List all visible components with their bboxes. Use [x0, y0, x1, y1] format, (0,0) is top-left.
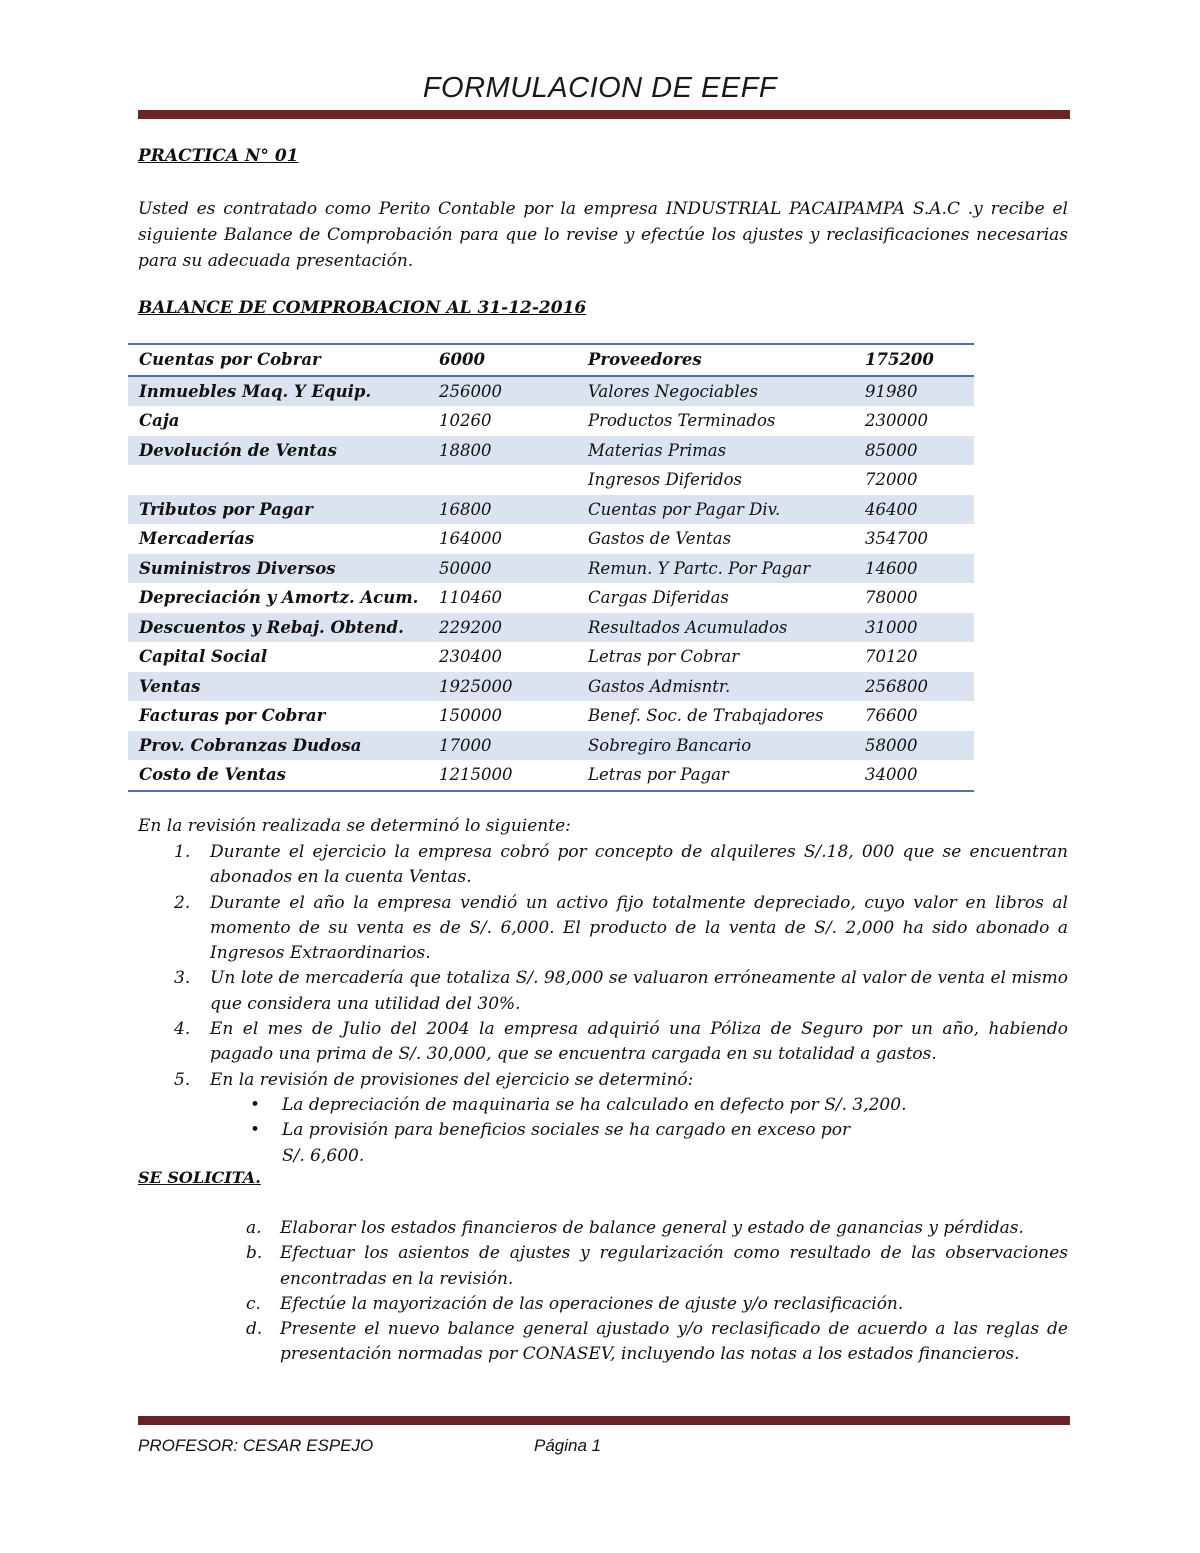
finding-number: 1. — [174, 842, 191, 862]
account-debit-name: Devolución de Ventas — [128, 436, 428, 466]
account-credit-name: Materias Primas — [577, 436, 854, 466]
bullet-text: La provisión para beneficios sociales se ha cargado en exceso por — [282, 1120, 851, 1141]
request-item — [138, 1292, 1068, 1317]
revision-intro: En la revisión realizada se determinó lo siguiente: — [138, 816, 571, 836]
account-debit-name: Facturas por Cobrar — [139, 706, 326, 726]
request-text: Elaborar los estados financieros de balance general y estado de ganancias y pérdidas. — [280, 1218, 1024, 1238]
footer-page-number: Página 1 — [534, 1436, 602, 1455]
balance-row — [128, 613, 974, 643]
account-debit-name: Caja — [139, 411, 180, 431]
account-credit-amount: 34000 — [854, 760, 974, 791]
finding-text: Durante el año la empresa vendió un activo fijo totalmente depreciado, cuyo valor en libros al momento de su venta es de S/. 6,000. El producto de la venta de S/. 2,000 ha sido abonado a Ingresos Extraordinarios. — [210, 892, 1068, 964]
account-credit-name: Sobregiro Bancario — [577, 731, 854, 761]
bullet-text-continued: S/. 6,600. — [282, 1145, 365, 1166]
bullet-icon: • — [250, 1094, 261, 1115]
account-credit-name: Gastos Admisntr. — [577, 672, 854, 702]
account-credit-name: Cargas Diferidas — [588, 588, 729, 608]
finding-text: En la revisión de provisiones del ejercicio se determinó: — [210, 1069, 694, 1090]
account-credit-name: Productos Terminados — [588, 411, 776, 431]
account-credit-amount: 31000 — [854, 613, 974, 643]
request-letter: a. — [246, 1218, 262, 1238]
balance-row — [128, 554, 974, 584]
account-debit-amount: 230400 — [439, 647, 502, 667]
account-debit-name: Mercaderías — [139, 529, 255, 549]
requests-list — [138, 1216, 1068, 1368]
account-debit-amount: 1215000 — [428, 760, 577, 791]
request-letter: c. — [246, 1293, 261, 1314]
account-credit-amount: 72000 — [865, 470, 918, 490]
provision-bullets — [210, 1093, 1068, 1169]
account-debit-amount: 1925000 — [428, 672, 577, 702]
account-debit-amount: 17000 — [428, 731, 577, 761]
bullet-icon: • — [250, 1120, 261, 1141]
balance-row — [128, 672, 974, 702]
account-debit-name — [128, 465, 428, 495]
balance-row — [128, 583, 974, 613]
finding-item — [138, 1068, 1068, 1169]
account-debit-name: Costo de Ventas — [128, 760, 428, 791]
balance-row — [128, 760, 974, 791]
account-credit-name: Valores Negociables — [577, 376, 854, 407]
balance-row — [128, 465, 974, 495]
account-debit-name: Prov. Cobranzas Dudosa — [128, 731, 428, 761]
account-debit-name: Capital Social — [139, 647, 268, 667]
finding-item — [138, 966, 1068, 1017]
finding-number: 2. — [174, 892, 191, 913]
balance-row — [128, 731, 974, 761]
finding-item — [138, 840, 1068, 891]
footer-professor: PROFESOR: CESAR ESPEJO — [138, 1436, 374, 1455]
finding-number: 5. — [174, 1069, 191, 1090]
page-header-title: FORMULACION DE EEFF — [422, 72, 778, 104]
account-credit-amount: 46400 — [854, 495, 974, 525]
account-credit-name: Remun. Y Partc. Por Pagar — [577, 554, 854, 584]
account-credit-amount: 70120 — [865, 647, 918, 667]
account-credit-amount: 14600 — [854, 554, 974, 584]
account-debit-name: Suministros Diversos — [128, 554, 428, 584]
bullet-text: La depreciación de maquinaria se ha calculado en defecto por S/. 3,200. — [282, 1094, 907, 1115]
balance-row — [128, 376, 974, 407]
balance-row — [128, 642, 974, 672]
finding-text: En el mes de Julio del 2004 la empresa adquirió una Póliza de Seguro por un año, habiendo pagado una prima de S/. 30,000, que se encuentra cargada en su totalidad a gastos. — [210, 1019, 1068, 1065]
finding-number: 3. — [174, 968, 191, 989]
account-credit-amount: 85000 — [854, 436, 974, 466]
account-credit-name: Resultados Acumulados — [577, 613, 854, 643]
account-credit-amount: 230000 — [865, 411, 928, 431]
finding-number: 4. — [174, 1019, 191, 1040]
account-credit-amount: 354700 — [865, 529, 928, 549]
account-debit-amount: 110460 — [439, 588, 502, 608]
account-credit-name: Letras por Pagar — [577, 760, 854, 791]
account-debit-amount: 50000 — [428, 554, 577, 584]
balance-table — [128, 343, 974, 792]
balance-row — [128, 701, 974, 731]
account-credit-name: Cuentas por Pagar Div. — [577, 495, 854, 525]
balance-row — [128, 524, 974, 554]
account-debit-name: Cuentas por Cobrar — [128, 344, 428, 376]
account-credit-amount: 175200 — [854, 344, 974, 376]
bullet-item — [210, 1093, 1068, 1118]
account-credit-amount: 91980 — [854, 376, 974, 407]
account-debit-amount: 6000 — [428, 344, 577, 376]
account-debit-amount — [428, 465, 577, 495]
account-debit-amount: 10260 — [439, 411, 492, 431]
finding-item — [138, 891, 1068, 967]
account-debit-amount: 164000 — [439, 529, 502, 549]
account-credit-amount: 58000 — [854, 731, 974, 761]
account-credit-name: Letras por Cobrar — [588, 647, 740, 667]
request-letter: d. — [246, 1319, 263, 1340]
finding-text: Un lote de mercadería que totaliza S/. 98,000 se valuaron erróneamente al valor de venta el mismo que considera una utilidad del 30%. — [210, 968, 1068, 1014]
balance-row — [128, 436, 974, 466]
account-credit-name: Benef. Soc. de Trabajadores — [588, 706, 824, 726]
request-text: Efectúe la mayorización de las operaciones de ajuste y/o reclasificación. — [280, 1293, 904, 1314]
account-credit-name: Ingresos Diferidos — [588, 470, 742, 490]
account-credit-amount: 76600 — [865, 706, 918, 726]
account-debit-name: Descuentos y Rebaj. Obtend. — [128, 613, 428, 643]
account-debit-amount: 150000 — [439, 706, 502, 726]
account-debit-amount: 256000 — [428, 376, 577, 407]
account-credit-name: Proveedores — [577, 344, 854, 376]
request-item — [138, 1241, 1068, 1292]
account-debit-name: Inmuebles Maq. Y Equip. — [128, 376, 428, 407]
balance-row — [128, 495, 974, 525]
finding-text: Durante el ejercicio la empresa cobró por concepto de alquileres S/.18, 000 que se encuentran abonados en la cuenta Ventas. — [210, 842, 1068, 888]
footer-divider — [138, 1416, 1070, 1425]
account-debit-name: Depreciación y Amortz. Acum. — [139, 588, 419, 608]
account-debit-amount: 16800 — [428, 495, 577, 525]
requests-title: SE SOLICITA. — [138, 1168, 261, 1187]
account-debit-amount: 229200 — [428, 613, 577, 643]
balance-header-row — [128, 344, 974, 376]
intro-paragraph: Usted es contratado como Perito Contable por la empresa INDUSTRIAL PACAIPAMPA S.A.C .y recibe el siguiente Balance de Comprobación para que lo revise y efectúe los ajustes y reclasificaciones necesarias para su adecuada presentación. — [138, 199, 1068, 271]
balance-title: BALANCE DE COMPROBACION AL 31-12-2016 — [138, 298, 587, 318]
request-item — [138, 1317, 1068, 1368]
account-credit-amount: 256800 — [854, 672, 974, 702]
header-divider — [138, 110, 1070, 119]
request-letter: b. — [246, 1243, 263, 1264]
finding-item — [138, 1017, 1068, 1068]
practice-title: PRACTICA N° 01 — [138, 146, 299, 166]
account-debit-name: Tributos por Pagar — [128, 495, 428, 525]
bullet-item — [210, 1118, 1068, 1169]
request-text: Efectuar los asientos de ajustes y regularización como resultado de las observaciones encontradas en la revisión. — [280, 1243, 1068, 1289]
account-credit-amount: 78000 — [865, 588, 918, 608]
findings-list — [138, 840, 1068, 1169]
balance-row — [128, 406, 974, 436]
request-item — [138, 1216, 1068, 1241]
account-debit-name: Ventas — [128, 672, 428, 702]
account-debit-amount: 18800 — [428, 436, 577, 466]
account-credit-name: Gastos de Ventas — [588, 529, 732, 549]
request-text: Presente el nuevo balance general ajustado y/o reclasificado de acuerdo a las reglas de presentación normadas por CONASEV, incluyendo las notas a los estados financieros. — [280, 1319, 1068, 1365]
